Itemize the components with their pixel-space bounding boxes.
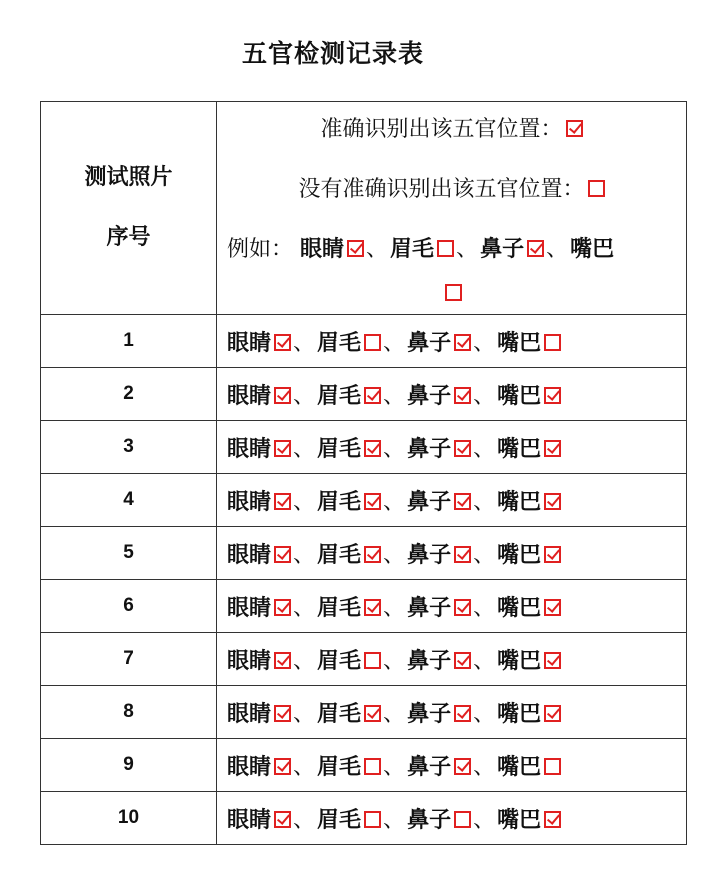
separator: 、	[546, 237, 569, 262]
feature-name: 眉毛	[317, 436, 362, 462]
feature-mark	[317, 803, 381, 834]
checked-box-icon	[454, 387, 471, 404]
feature-mark	[407, 803, 471, 834]
feature-mark	[497, 538, 561, 569]
checked-box-icon	[544, 387, 561, 404]
feature-mark	[407, 326, 471, 357]
feature-name: 眉毛	[317, 701, 362, 727]
photo-number: 10	[41, 792, 217, 845]
separator: 、	[383, 542, 406, 568]
feature-mark	[480, 222, 544, 278]
separator: 、	[293, 807, 316, 833]
legend-incorrect-line	[217, 162, 686, 222]
feature-name: 眉毛	[317, 330, 362, 356]
separator: 、	[383, 489, 406, 515]
photo-number: 9	[41, 739, 217, 792]
header-row	[41, 102, 687, 315]
legend-correct-line	[217, 102, 686, 162]
feature-mark	[227, 697, 291, 728]
feature-mark	[317, 379, 381, 410]
feature-results	[217, 527, 687, 580]
feature-mark	[317, 644, 381, 675]
separator: 、	[293, 648, 316, 674]
feature-name: 眉毛	[317, 383, 362, 409]
feature-name: 鼻子	[480, 237, 525, 262]
feature-name: 眼睛	[227, 436, 272, 462]
checked-box-icon	[454, 440, 471, 457]
feature-mark	[227, 750, 291, 781]
photo-number: 8	[41, 686, 217, 739]
feature-mark	[497, 697, 561, 728]
feature-name: 鼻子	[407, 754, 452, 780]
feature-mark	[390, 222, 454, 278]
feature-name: 嘴巴	[497, 436, 542, 462]
feature-name: 眼睛	[227, 489, 272, 515]
feature-name: 嘴巴	[497, 754, 542, 780]
record-table-body	[41, 102, 687, 845]
separator: 、	[473, 436, 496, 462]
checked-box-icon	[274, 811, 291, 828]
feature-mark	[227, 538, 291, 569]
feature-mark	[227, 379, 291, 410]
feature-name: 鼻子	[407, 648, 452, 674]
table-row	[41, 792, 687, 845]
empty-box-icon	[445, 284, 462, 301]
checked-box-icon	[364, 387, 381, 404]
feature-name: 眉毛	[317, 807, 362, 833]
table-row	[41, 368, 687, 421]
feature-mark	[227, 485, 291, 516]
checked-box-icon	[364, 493, 381, 510]
checked-box-icon	[454, 334, 471, 351]
separator: 、	[456, 237, 479, 262]
separator: 、	[473, 330, 496, 356]
table-row	[41, 686, 687, 739]
table-row	[41, 315, 687, 368]
separator: 、	[383, 701, 406, 727]
example-line	[217, 222, 686, 282]
checked-box-icon	[274, 493, 291, 510]
empty-box-icon	[364, 758, 381, 775]
empty-box-icon	[454, 811, 471, 828]
feature-name: 嘴巴	[497, 807, 542, 833]
feature-name: 嘴巴	[497, 542, 542, 568]
checked-box-icon	[364, 705, 381, 722]
feature-mark	[227, 432, 291, 463]
feature-mark	[497, 326, 561, 357]
empty-box-icon	[364, 334, 381, 351]
separator: 、	[293, 595, 316, 621]
photo-number: 7	[41, 633, 217, 686]
photo-number: 5	[41, 527, 217, 580]
feature-mark	[497, 591, 561, 622]
feature-mark	[497, 644, 561, 675]
feature-mark	[227, 591, 291, 622]
legend-incorrect-text: 没有准确识别出该五官位置：	[298, 177, 585, 202]
table-row	[41, 580, 687, 633]
checked-box-icon	[454, 758, 471, 775]
empty-box-icon	[544, 758, 561, 775]
example-last-line	[217, 282, 686, 314]
feature-mark	[497, 750, 561, 781]
separator: 、	[383, 330, 406, 356]
checked-box-icon	[454, 652, 471, 669]
feature-mark	[317, 591, 381, 622]
checked-box-icon	[274, 652, 291, 669]
feature-name: 眼睛	[227, 595, 272, 621]
example-prefix: 例如：	[227, 237, 294, 262]
feature-mark	[497, 379, 561, 410]
feature-name: 眉毛	[317, 489, 362, 515]
separator: 、	[293, 383, 316, 409]
feature-mark	[227, 326, 291, 357]
feature-name: 眼睛	[300, 237, 345, 262]
feature-name: 嘴巴	[497, 330, 542, 356]
feature-mark	[407, 379, 471, 410]
feature-name: 眉毛	[317, 648, 362, 674]
table-row	[41, 421, 687, 474]
feature-name: 鼻子	[407, 436, 452, 462]
checked-box-icon	[274, 758, 291, 775]
feature-mark	[497, 803, 561, 834]
checked-box-icon	[274, 440, 291, 457]
checked-box-icon	[527, 240, 544, 257]
separator: 、	[473, 489, 496, 515]
checked-box-icon	[544, 811, 561, 828]
empty-box-icon	[364, 652, 381, 669]
checked-box-icon	[544, 652, 561, 669]
header-legend	[217, 102, 687, 315]
feature-mark	[497, 432, 561, 463]
checked-box-icon	[364, 440, 381, 457]
feature-results	[217, 368, 687, 421]
legend-correct-text: 准确识别出该五官位置：	[320, 117, 563, 142]
checked-box-icon	[544, 493, 561, 510]
photo-number: 6	[41, 580, 217, 633]
separator: 、	[293, 436, 316, 462]
separator: 、	[366, 237, 389, 262]
feature-mark	[407, 432, 471, 463]
feature-name: 眼睛	[227, 648, 272, 674]
feature-mark	[317, 432, 381, 463]
feature-mark	[407, 644, 471, 675]
feature-name: 眉毛	[390, 237, 435, 262]
checked-box-icon	[544, 599, 561, 616]
feature-name: 眼睛	[227, 542, 272, 568]
feature-name: 嘴巴	[497, 595, 542, 621]
feature-name: 嘴巴	[570, 237, 615, 262]
separator: 、	[293, 330, 316, 356]
feature-name: 鼻子	[407, 383, 452, 409]
empty-box-icon	[364, 811, 381, 828]
separator: 、	[293, 701, 316, 727]
separator: 、	[473, 595, 496, 621]
checked-box-icon	[454, 705, 471, 722]
feature-mark	[317, 538, 381, 569]
separator: 、	[473, 754, 496, 780]
feature-name: 眼睛	[227, 807, 272, 833]
feature-name: 鼻子	[407, 701, 452, 727]
feature-mark	[317, 326, 381, 357]
feature-name: 鼻子	[407, 489, 452, 515]
feature-name: 眼睛	[227, 701, 272, 727]
checked-box-icon	[544, 546, 561, 563]
separator: 、	[473, 383, 496, 409]
checked-box-icon	[274, 334, 291, 351]
feature-name: 眉毛	[317, 595, 362, 621]
photo-number: 1	[41, 315, 217, 368]
feature-results	[217, 792, 687, 845]
feature-mark	[300, 222, 364, 278]
separator: 、	[383, 383, 406, 409]
feature-results	[217, 633, 687, 686]
feature-name: 眉毛	[317, 754, 362, 780]
feature-name: 鼻子	[407, 595, 452, 621]
feature-mark	[227, 803, 291, 834]
photo-number: 2	[41, 368, 217, 421]
feature-mark	[407, 591, 471, 622]
separator: 、	[293, 754, 316, 780]
table-row	[41, 633, 687, 686]
feature-name: 眼睛	[227, 754, 272, 780]
separator: 、	[383, 807, 406, 833]
feature-mark	[407, 697, 471, 728]
feature-mark	[227, 644, 291, 675]
checked-box-icon	[274, 546, 291, 563]
feature-mark	[317, 485, 381, 516]
separator: 、	[383, 754, 406, 780]
feature-mark	[407, 538, 471, 569]
feature-name: 嘴巴	[497, 648, 542, 674]
feature-results	[217, 421, 687, 474]
checked-box-icon	[274, 387, 291, 404]
separator: 、	[473, 542, 496, 568]
feature-name: 鼻子	[407, 542, 452, 568]
feature-name: 嘴巴	[497, 383, 542, 409]
feature-name: 鼻子	[407, 330, 452, 356]
table-row	[41, 527, 687, 580]
photo-number: 4	[41, 474, 217, 527]
separator: 、	[473, 648, 496, 674]
header-left-line2: 序号	[106, 225, 151, 250]
header-photo-number	[41, 102, 217, 315]
feature-name: 嘴巴	[497, 701, 542, 727]
separator: 、	[293, 489, 316, 515]
checked-box-icon	[454, 493, 471, 510]
feature-mark	[317, 750, 381, 781]
separator: 、	[293, 542, 316, 568]
feature-mark	[497, 485, 561, 516]
feature-results	[217, 474, 687, 527]
checked-box-icon	[364, 599, 381, 616]
checked-box-icon	[364, 546, 381, 563]
checked-box-icon	[544, 440, 561, 457]
separator: 、	[473, 701, 496, 727]
feature-results	[217, 315, 687, 368]
feature-results	[217, 580, 687, 633]
empty-box-icon	[544, 334, 561, 351]
feature-name: 嘴巴	[497, 489, 542, 515]
record-table	[40, 101, 687, 845]
separator: 、	[383, 436, 406, 462]
feature-mark	[407, 750, 471, 781]
feature-name: 眉毛	[317, 542, 362, 568]
checked-box-icon	[454, 599, 471, 616]
separator: 、	[383, 595, 406, 621]
feature-name: 鼻子	[407, 807, 452, 833]
feature-mark	[317, 697, 381, 728]
checked-box-icon	[347, 240, 364, 257]
table-row	[41, 739, 687, 792]
page-title: 五官检测记录表	[241, 39, 424, 68]
checked-box-icon	[274, 705, 291, 722]
checked-box-icon	[274, 599, 291, 616]
feature-results	[217, 686, 687, 739]
feature-results	[217, 739, 687, 792]
separator: 、	[473, 807, 496, 833]
feature-mark	[407, 485, 471, 516]
feature-name: 眼睛	[227, 330, 272, 356]
table-row	[41, 474, 687, 527]
photo-number: 3	[41, 421, 217, 474]
empty-box-icon	[588, 180, 605, 197]
header-left-line1: 测试照片	[84, 165, 173, 190]
separator: 、	[383, 648, 406, 674]
checked-box-icon	[454, 546, 471, 563]
feature-name: 眼睛	[227, 383, 272, 409]
empty-box-icon	[437, 240, 454, 257]
checked-box-icon	[544, 705, 561, 722]
checked-box-icon	[566, 120, 583, 137]
